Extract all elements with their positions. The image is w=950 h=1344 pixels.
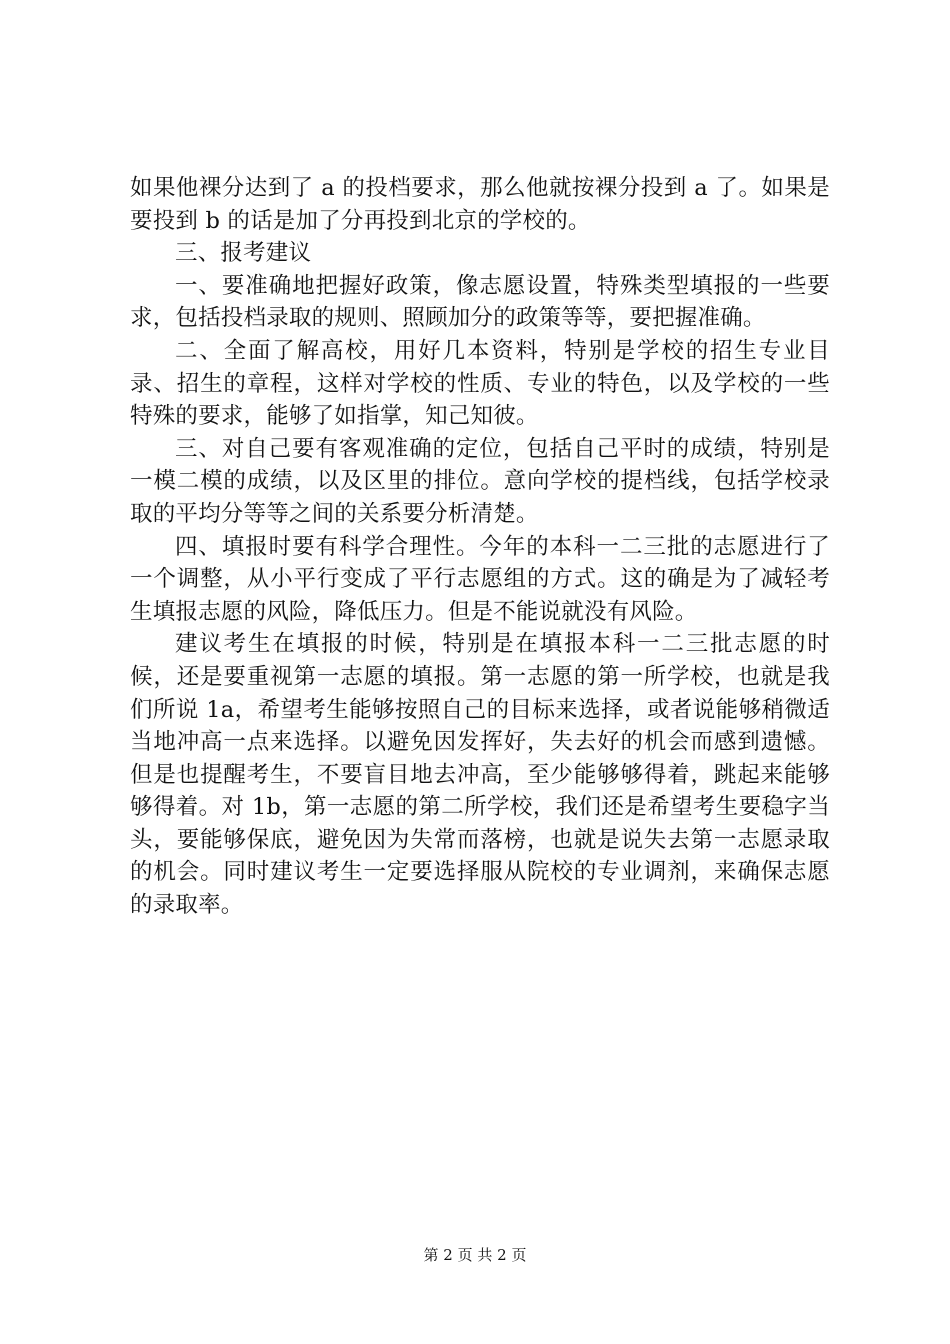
paragraph-4: 二、全面了解高校，用好几本资料，特别是学校的招生专业目录、招生的章程，这样对学校的性质、专业的特色，以及学校的一些特殊的要求，能够了如指掌，知己知彼。 bbox=[130, 337, 830, 430]
paragraph-3: 一、要准确地把握好政策，像志愿设置，特殊类型填报的一些要求，包括投档录取的规则、照顾加分的政策等等，要把握准确。 bbox=[130, 272, 830, 332]
section-heading: 三、报考建议 bbox=[175, 240, 312, 267]
paragraph-5: 三、对自己要有客观准确的定位，包括自己平时的成绩，特别是一模二模的成绩，以及区里的排位。意向学校的提档线，包括学校录取的平均分等等之间的关系要分析清楚。 bbox=[130, 435, 830, 527]
paragraph-1: 如果他裸分达到了 a 的投档要求，那么他就按裸分投到 a 了。如果是要投到 b 的话是加了分再投到北京的学校的。 bbox=[130, 175, 830, 234]
paragraph-7: 建议考生在填报的时候，特别是在填报本科一二三批志愿的时候，还是要重视第一志愿的填报。第一志愿的第一所学校，也就是我们所说 1a，希望考生能够按照自己的目标来选择，或者说能够稍微适当地冲高一点来选择。以避免因发挥好，失去好的机会而感到遗憾。但是也提醒考生，不要盲目地去冲高，至少能够够得着，跳起来能够够得着。对 1b，第一志愿的第二所学校，我们还是希望考生要稳字当头，要能够保底，避免因为失常而落榜，也就是说失去第一志愿录取的机会。同时建议考生一定要选择服从院校的专业调剂，来确保志愿的录取率。 bbox=[130, 631, 830, 919]
document-body bbox=[130, 172, 830, 922]
page-footer: 第 2 页 共 2 页 bbox=[423, 1246, 527, 1264]
paragraph-6: 四、填报时要有科学合理性。今年的本科一二三批的志愿进行了一个调整，从小平行变成了平行志愿组的方式。这的确是为了减轻考生填报志愿的风险，降低压力。但是不能说就没有风险。 bbox=[130, 533, 830, 625]
